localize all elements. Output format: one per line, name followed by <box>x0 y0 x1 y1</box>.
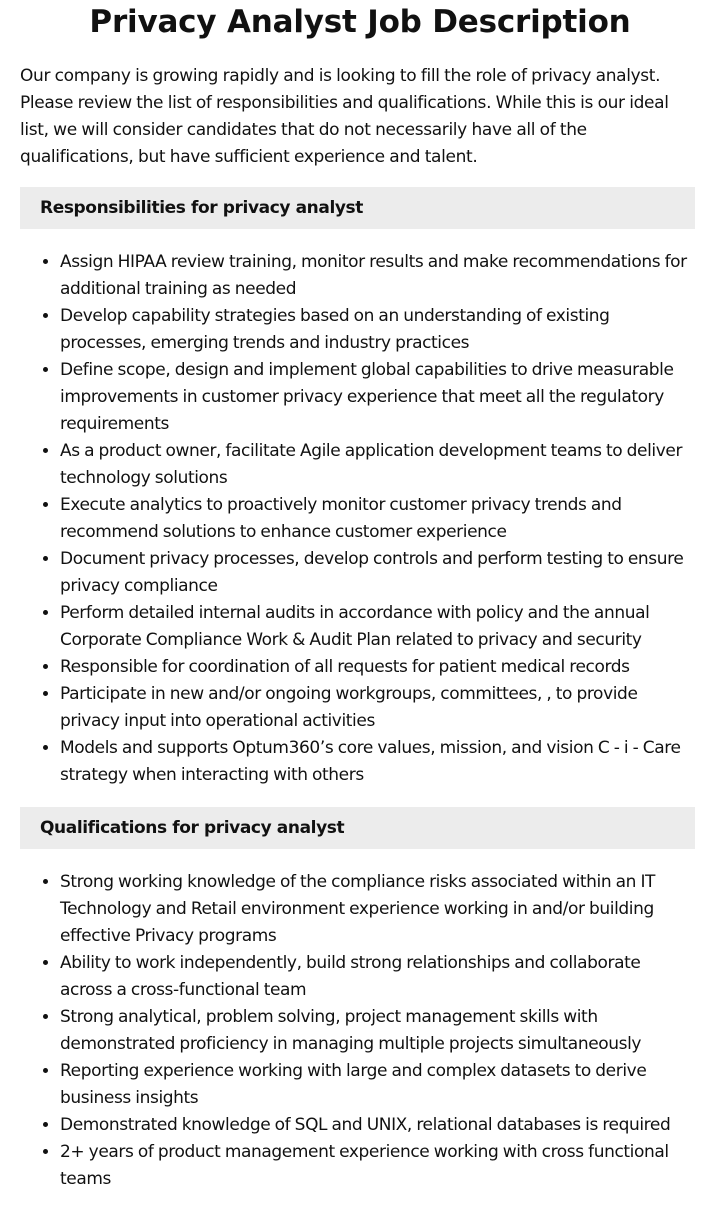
qualifications-list <box>20 869 695 1193</box>
responsibilities-heading: Responsibilities for privacy analyst <box>20 187 695 229</box>
list-item: • Demonstrated knowledge of SQL and UNIX, relational databases is required <box>60 1112 695 1139</box>
list-item: • As a product owner, facilitate Agile application development teams to deliver technology solutions <box>60 438 695 492</box>
list-item: • Reporting experience working with large and complex datasets to derive business insights <box>60 1058 695 1112</box>
responsibilities-list <box>20 249 695 789</box>
list-item: • 2+ years of product management experience working with cross functional teams <box>60 1139 695 1193</box>
qualifications-heading: Qualifications for privacy analyst <box>20 807 695 849</box>
list-item: • Models and supports Optum360’s core values, mission, and vision C - i - Care strategy when interacting with others <box>60 735 695 789</box>
intro-paragraph: Our company is growing rapidly and is looking to fill the role of privacy analyst. Please review the list of responsibilities and qualifications. While this is our ideal list, we will consider candidates that do not necessarily have all of the qualifications, but have sufficient experience and talent. <box>20 66 669 167</box>
list-item: • Participate in new and/or ongoing workgroups, committees, , to provide privacy input into operational activities <box>60 681 695 735</box>
list-item: • Develop capability strategies based on an understanding of existing processes, emerging trends and industry practices <box>60 303 695 357</box>
list-item: • Strong working knowledge of the compliance risks associated within an IT Technology and Retail environment experience working in and/or building effective Privacy programs <box>60 869 695 950</box>
list-item: • Perform detailed internal audits in accordance with policy and the annual Corporate Compliance Work & Audit Plan related to privacy and security <box>60 600 695 654</box>
list-item: • Document privacy processes, develop controls and perform testing to ensure privacy compliance <box>60 546 695 600</box>
list-item: • Define scope, design and implement global capabilities to drive measurable improvements in customer privacy experience that meet all the regulatory requirements <box>60 357 695 438</box>
list-item: • Assign HIPAA review training, monitor results and make recommendations for additional training as needed <box>60 249 695 303</box>
list-item: • Responsible for coordination of all requests for patient medical records <box>60 654 695 681</box>
list-item: • Execute analytics to proactively monitor customer privacy trends and recommend solutions to enhance customer experience <box>60 492 695 546</box>
list-item: • Ability to work independently, build strong relationships and collaborate across a cross-functional team <box>60 950 695 1004</box>
page-title: Privacy Analyst Job Description <box>89 4 631 40</box>
list-item: • Strong analytical, problem solving, project management skills with demonstrated proficiency in managing multiple projects simultaneously <box>60 1004 695 1058</box>
